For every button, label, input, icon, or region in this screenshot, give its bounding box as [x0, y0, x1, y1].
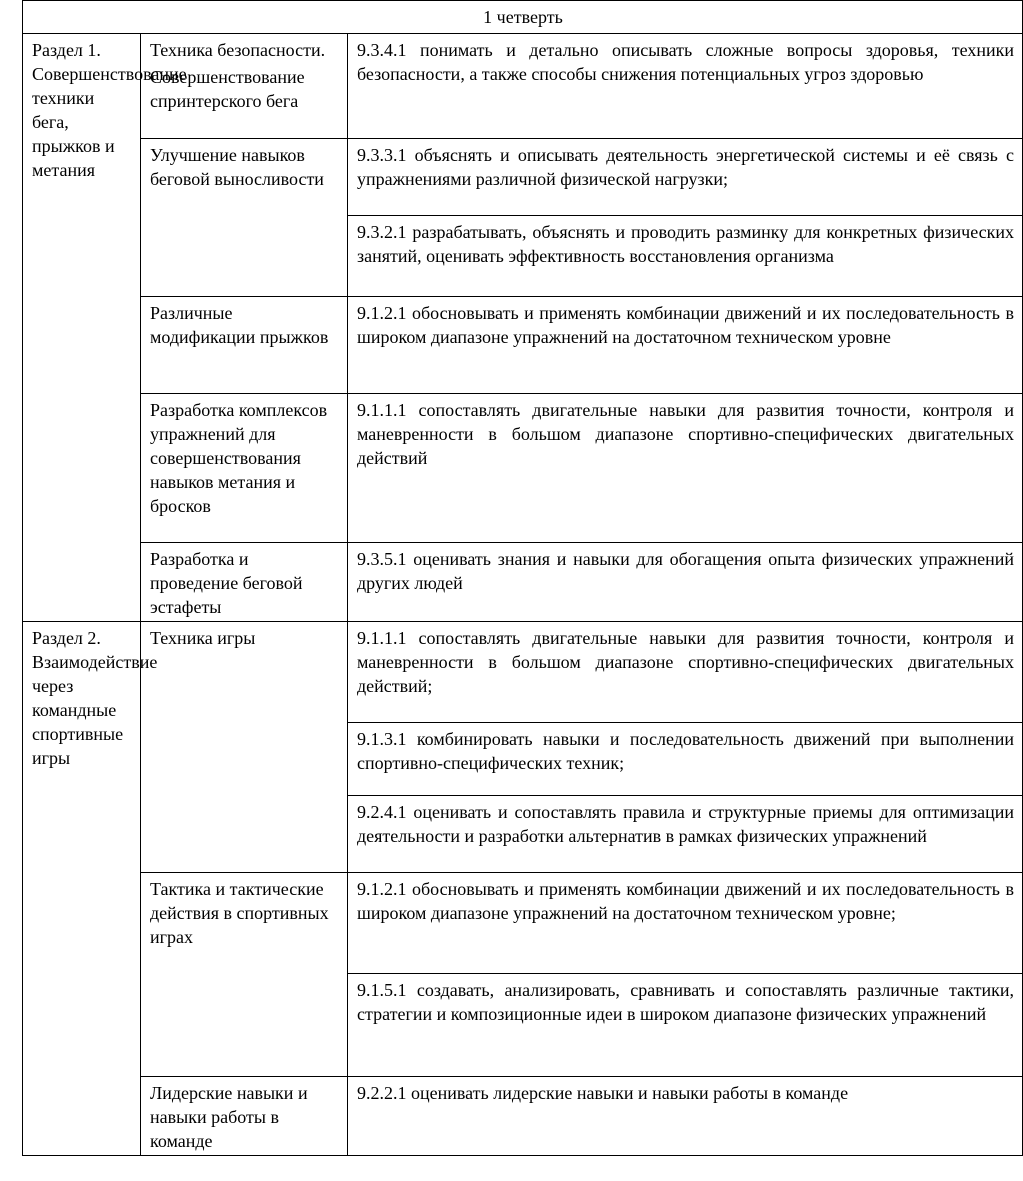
topic-title: Улучшение навыков беговой выносливости — [150, 145, 324, 189]
topic-cell — [141, 622, 348, 873]
topic-cell — [141, 297, 348, 394]
topic-title: Совершенствование спринтерского бега — [150, 67, 305, 111]
topic-cell — [141, 34, 348, 139]
topic-title: Лидерские навыки и навыки работы в команде — [150, 1083, 308, 1151]
curriculum-table — [22, 0, 1023, 1156]
goal-cell — [348, 139, 1023, 216]
goal-text: 9.3.2.1 разрабатывать, объяснять и проводить разминку для конкретных физических занятий, оценивать эффективность восстановления организма — [357, 222, 1014, 266]
topic-title: Разработка комплексов упражнений для совершенствования навыков метания и бросков — [150, 400, 328, 516]
goal-cell — [348, 216, 1023, 297]
goal-text: 9.1.1.1 сопоставлять двигательные навыки для развития точности, контроля и маневренности в большом диапазоне спортивно-специфических двигательных действий; — [357, 628, 1014, 696]
topic-cell — [141, 873, 348, 1077]
goal-text: 9.1.1.1 сопоставлять двигательные навыки для развития точности, контроля и маневренности в большом диапазоне спортивно-специфических двигательных действий — [357, 400, 1014, 468]
goal-cell — [348, 873, 1023, 974]
goal-cell — [348, 796, 1023, 873]
goal-cell — [348, 543, 1023, 622]
goal-text: 9.1.2.1 обосновывать и применять комбинации движений и их последовательность в широком диапазоне упражнений на достаточном техническом уровне; — [357, 879, 1014, 923]
goal-text: 9.1.3.1 комбинировать навыки и последовательность движений при выполнении спортивно-специфических техник; — [357, 729, 1014, 773]
topic-title: Разработка и проведение беговой эстафеты — [150, 549, 303, 617]
topic-title: Техника игры — [150, 628, 256, 648]
goal-cell — [348, 1077, 1023, 1156]
table-row — [23, 34, 1023, 139]
goal-text: 9.3.3.1 объяснять и описывать деятельность энергетической системы и её связь с упражнениями различной физической нагрузки; — [357, 145, 1014, 189]
table-row — [23, 297, 1023, 394]
section-title: Раздел 1. Совершенствование техники бега, прыжков и метания — [23, 34, 141, 622]
topic-cell — [141, 543, 348, 622]
table-row — [23, 394, 1023, 543]
goal-text: 9.1.5.1 создавать, анализировать, сравнивать и сопоставлять различные тактики, стратегии и композиционные идеи в широком диапазоне физических упражнений — [357, 980, 1014, 1024]
goal-cell — [348, 723, 1023, 796]
table-row — [23, 543, 1023, 622]
table-row — [23, 139, 1023, 216]
quarter-title: 1 четверть — [23, 1, 1023, 34]
goal-cell — [348, 622, 1023, 723]
table-row — [23, 873, 1023, 974]
table-row — [23, 622, 1023, 723]
goal-text: 9.1.2.1 обосновывать и применять комбинации движений и их последовательность в широком диапазоне упражнений на достаточном техническом уровне — [357, 303, 1014, 347]
goal-cell — [348, 297, 1023, 394]
goal-text: 9.2.2.1 оценивать лидерские навыки и навыки работы в команде — [357, 1083, 849, 1103]
topic-title: Техника безопасности. — [150, 40, 326, 60]
topic-cell — [141, 1077, 348, 1156]
quarter-row — [23, 1, 1023, 34]
topic-cell — [141, 139, 348, 297]
goal-cell — [348, 974, 1023, 1077]
goal-text: 9.2.4.1 оценивать и сопоставлять правила и структурные приемы для оптимизации деятельности и разработки альтернатив в рамках физических упражнений — [357, 802, 1014, 846]
section-title: Раздел 2. Взаимодействие через командные спортивные игры — [23, 622, 141, 1156]
goal-text: 9.3.4.1 понимать и детально описывать сложные вопросы здоровья, техники безопасности, а также способы снижения потенциальных угроз здоровью — [357, 40, 1014, 84]
topic-title: Тактика и тактические действия в спортивных играх — [150, 879, 329, 947]
goal-cell — [348, 34, 1023, 139]
table-row — [23, 1077, 1023, 1156]
topic-cell — [141, 394, 348, 543]
document-page — [22, 0, 1014, 1181]
goal-text: 9.3.5.1 оценивать знания и навыки для обогащения опыта физических упражнений других людей — [357, 549, 1014, 593]
goal-cell — [348, 394, 1023, 543]
topic-title: Различные модификации прыжков — [150, 303, 329, 347]
